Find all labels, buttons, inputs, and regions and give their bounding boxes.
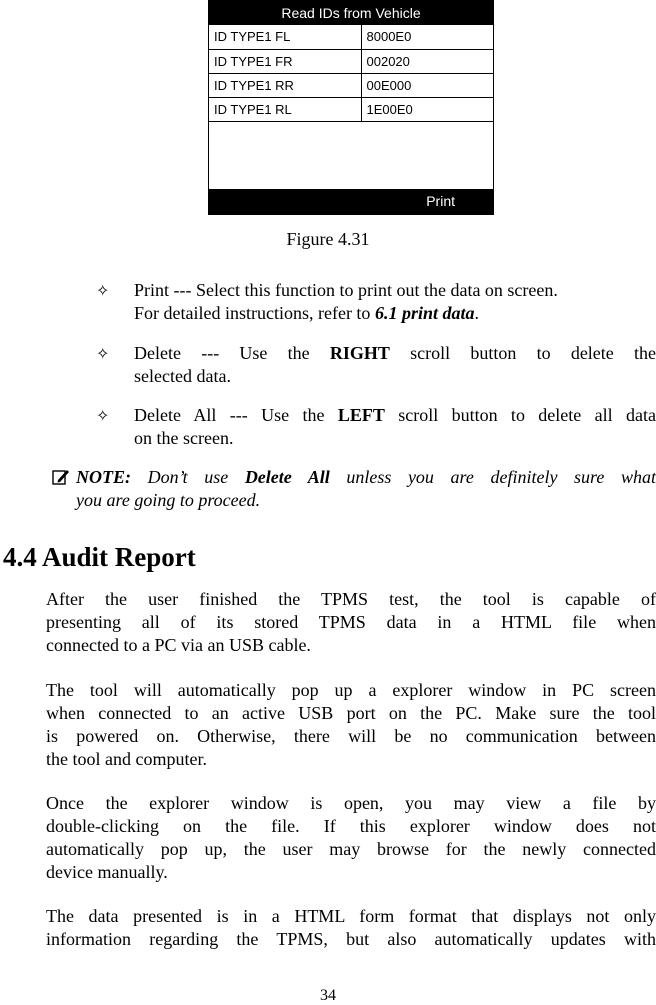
diamond-bullet-icon: ✧ <box>96 344 110 363</box>
bullet-text: on the screen. <box>134 428 234 448</box>
paragraph <box>46 792 656 884</box>
screen-title: Read IDs from Vehicle <box>209 1 493 25</box>
diamond-bullet-icon: ✧ <box>96 281 110 300</box>
print-button[interactable]: Print <box>426 193 455 209</box>
page-number: 34 <box>320 987 336 1004</box>
bullet-text: Delete --- Use the <box>134 343 330 363</box>
paragraph-line: presenting all of its stored TPMS data in a HTML file when <box>46 612 656 632</box>
paragraph <box>46 588 656 657</box>
section-heading: 4.4 Audit Report <box>3 542 196 572</box>
bullet-delete-all <box>96 404 656 450</box>
paragraph-line: automatically pop up, the user may browse for the newly connected <box>46 839 656 859</box>
bullet-text: . <box>474 303 479 323</box>
paragraph-line: information regarding the TPMS, but also automatically updates with <box>46 929 656 949</box>
key-name: LEFT <box>337 405 385 425</box>
paragraph-line: the tool and computer. <box>46 749 207 769</box>
bullet-text: scroll button to delete all data <box>384 405 656 425</box>
bullet-text: For detailed instructions, refer to <box>134 303 375 323</box>
paragraph-line: The tool will automatically pop up a explorer window in PC screen <box>46 680 656 700</box>
paragraph-line: connected to a PC via an USB cable. <box>46 635 311 655</box>
bullet-print <box>96 279 656 325</box>
paragraph-line: After the user finished the TPMS test, the tool is capable of <box>46 589 656 609</box>
bullet-delete <box>96 342 656 388</box>
bullet-text: selected data. <box>134 366 231 386</box>
table-row[interactable] <box>209 97 493 121</box>
id-label: ID TYPE1 FL <box>209 25 361 49</box>
note-text: unless you are definitely sure what <box>329 467 656 487</box>
id-label: ID TYPE1 RR <box>209 73 361 97</box>
table-row[interactable] <box>209 49 493 73</box>
id-value: 00E000 <box>361 73 493 97</box>
figure-caption: Figure 4.31 <box>286 229 370 249</box>
note-text: you are going to proceed. <box>76 490 261 510</box>
bullet-text: Print --- Select this function to print out the data on screen. <box>134 280 558 300</box>
table-row[interactable] <box>209 25 493 49</box>
id-table <box>209 25 493 122</box>
screen-footer <box>209 189 493 214</box>
paragraph-line: Once the explorer window is open, you may view a file by <box>46 793 656 813</box>
note-text: Don’t use <box>131 467 245 487</box>
bullet-text: Delete All --- Use the <box>134 405 338 425</box>
note-block <box>76 466 656 512</box>
paragraph-line: double-clicking on the file. If this explorer window does not <box>46 816 656 836</box>
table-row[interactable] <box>209 73 493 97</box>
reference-link[interactable]: 6.1 print data <box>374 303 475 323</box>
id-value: 8000E0 <box>361 25 493 49</box>
paragraph-line: The data presented is in a HTML form format that displays not only <box>46 906 656 926</box>
key-name: RIGHT <box>329 343 390 363</box>
paragraph <box>46 679 656 771</box>
note-emphasis: Delete All <box>244 467 330 487</box>
paragraph <box>46 905 656 951</box>
device-screen-figure <box>208 0 494 215</box>
id-label: ID TYPE1 RL <box>209 97 361 121</box>
id-value: 1E00E0 <box>361 97 493 121</box>
paragraph-line: when connected to an active USB port on the PC. Make sure the tool <box>46 703 656 723</box>
id-label: ID TYPE1 FR <box>209 49 361 73</box>
paragraph-line: device manually. <box>46 862 168 882</box>
diamond-bullet-icon: ✧ <box>96 406 110 425</box>
pencil-note-icon <box>52 468 70 486</box>
paragraph-line: is powered on. Otherwise, there will be no communication between <box>46 726 656 746</box>
id-value: 002020 <box>361 49 493 73</box>
note-label: NOTE: <box>76 467 131 487</box>
bullet-text: scroll button to delete the <box>389 343 656 363</box>
